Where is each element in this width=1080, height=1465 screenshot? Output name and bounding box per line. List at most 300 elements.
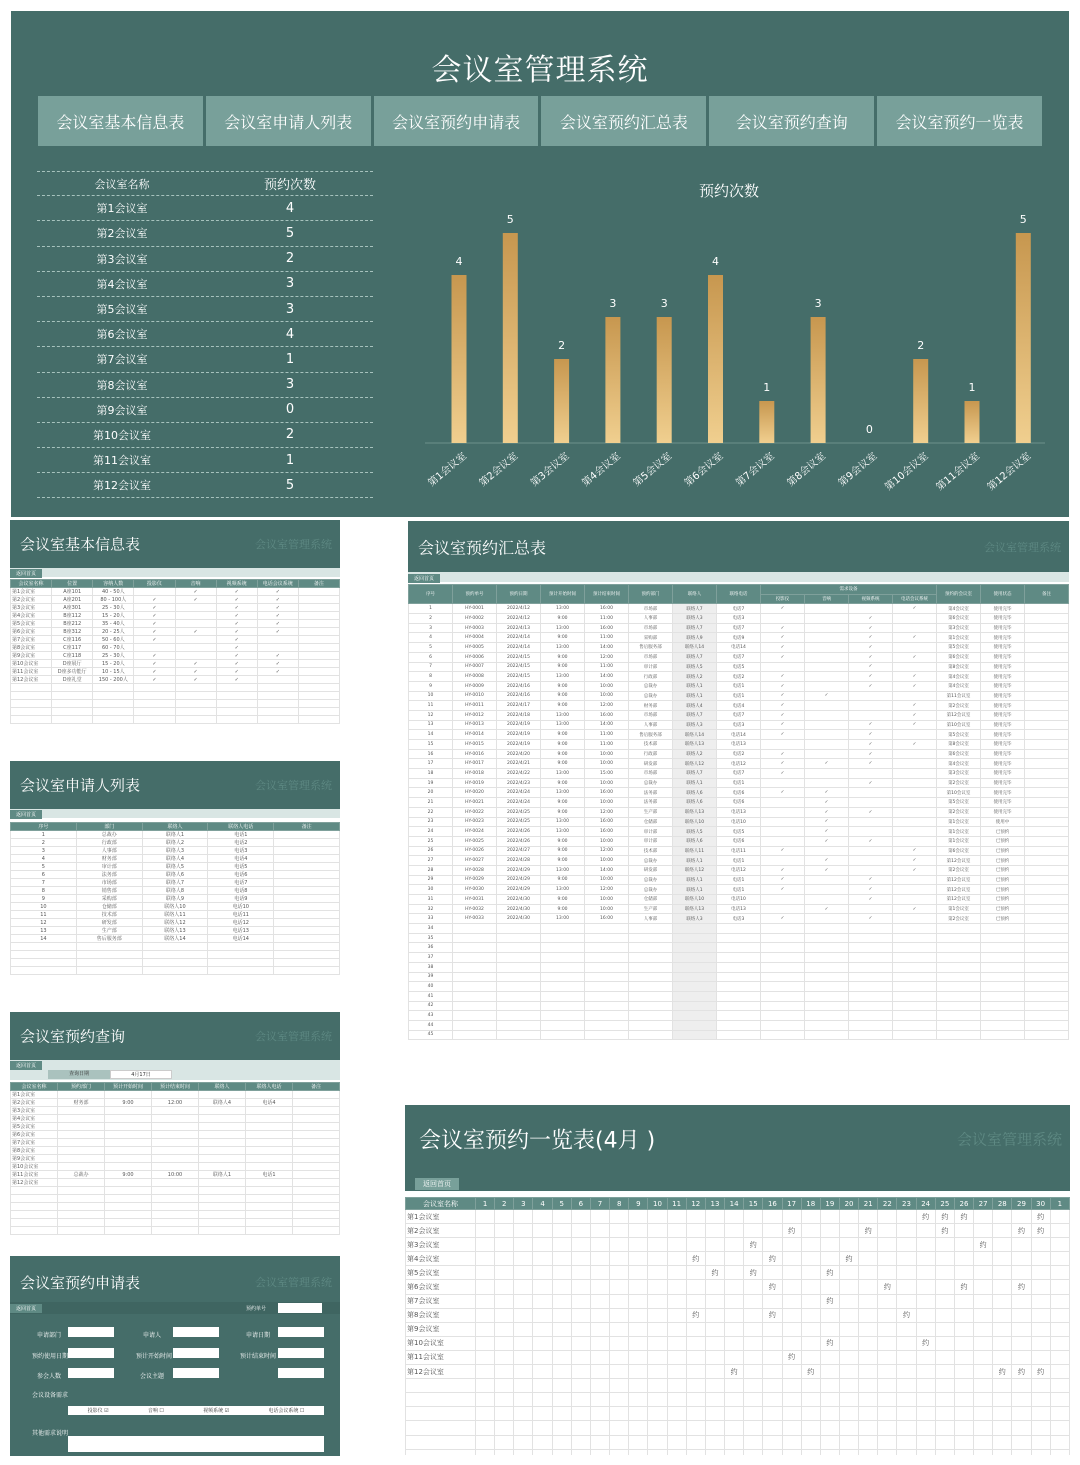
table-cell bbox=[717, 943, 761, 953]
day-cell bbox=[878, 1322, 897, 1336]
table-cell bbox=[761, 953, 805, 963]
data-label: 5 bbox=[506, 213, 514, 226]
table-row bbox=[11, 1155, 340, 1163]
day-cell bbox=[476, 1322, 495, 1336]
table-cell bbox=[93, 684, 134, 692]
day-cell bbox=[916, 1238, 935, 1252]
x-tick-label: 第1会议室 bbox=[426, 450, 469, 490]
table-cell: 第8会议室 bbox=[937, 740, 981, 750]
table-cell bbox=[805, 962, 849, 972]
day-cell bbox=[859, 1421, 878, 1435]
date-field[interactable] bbox=[278, 1327, 324, 1337]
day-cell bbox=[1031, 1379, 1050, 1393]
table-cell: ✓ bbox=[257, 660, 298, 668]
table-cell bbox=[673, 933, 717, 943]
day-cell bbox=[590, 1266, 609, 1280]
table-cell bbox=[76, 967, 142, 975]
booked-mark: 约 bbox=[974, 1238, 993, 1252]
table-cell bbox=[175, 692, 216, 700]
table-cell: ✓ bbox=[761, 846, 805, 856]
table-cell: 生产部 bbox=[76, 927, 142, 935]
table-cell bbox=[585, 953, 629, 963]
overview-panel bbox=[405, 1105, 1070, 1455]
table-cell bbox=[849, 991, 893, 1001]
day-cell bbox=[974, 1365, 993, 1379]
table-cell: 第4会议室 bbox=[937, 759, 981, 769]
table-cell bbox=[717, 1020, 761, 1030]
day-cell bbox=[744, 1407, 763, 1421]
table-row bbox=[409, 740, 1069, 750]
table-cell bbox=[893, 895, 937, 905]
table-cell bbox=[541, 1001, 585, 1011]
table-cell bbox=[893, 749, 937, 759]
table-row bbox=[409, 904, 1069, 914]
table-cell bbox=[76, 951, 142, 959]
table-cell bbox=[849, 701, 893, 711]
table-cell: 第8会议室 bbox=[937, 662, 981, 672]
day-cell bbox=[744, 1280, 763, 1294]
day-cell bbox=[878, 1365, 897, 1379]
day-cell bbox=[476, 1407, 495, 1421]
table-cell bbox=[11, 1227, 58, 1235]
table-cell: 13:00 bbox=[541, 604, 585, 614]
day-header: 20 bbox=[839, 1198, 858, 1210]
day-cell bbox=[1050, 1266, 1069, 1280]
day-cell bbox=[801, 1224, 820, 1238]
table-cell: ✓ bbox=[216, 636, 257, 644]
table-cell: 总裁办 bbox=[629, 691, 673, 701]
day-cell bbox=[993, 1336, 1012, 1350]
query-date-input[interactable]: 4月17日 bbox=[110, 1070, 172, 1079]
day-cell bbox=[859, 1379, 878, 1393]
empty-row bbox=[409, 924, 1069, 934]
day-cell bbox=[533, 1252, 552, 1266]
table-cell: 13 bbox=[11, 927, 77, 935]
day-cell bbox=[993, 1266, 1012, 1280]
count-field[interactable] bbox=[68, 1368, 114, 1378]
date-label: 申请日期 bbox=[246, 1332, 271, 1339]
back-home-button[interactable]: 返回首页 bbox=[10, 569, 42, 578]
back-home-button[interactable]: 返回首页 bbox=[10, 1061, 42, 1070]
day-cell bbox=[1050, 1308, 1069, 1322]
equip-video-checkbox[interactable]: 视频系统 ☑ bbox=[203, 1408, 230, 1414]
day-cell bbox=[1050, 1365, 1069, 1379]
table-cell bbox=[453, 982, 497, 992]
table-cell: ✓ bbox=[216, 588, 257, 596]
tab-query[interactable]: 会议室预约查询 bbox=[709, 96, 874, 146]
day-cell bbox=[406, 1435, 476, 1449]
extra-field[interactable] bbox=[278, 1368, 324, 1378]
booked-mark: 约 bbox=[744, 1238, 763, 1252]
column-header: 视频系统 bbox=[216, 580, 257, 588]
table-cell: 7 bbox=[409, 662, 453, 672]
table-cell: ✓ bbox=[849, 681, 893, 691]
table-cell bbox=[849, 691, 893, 701]
table-cell bbox=[673, 962, 717, 972]
day-cell bbox=[993, 1294, 1012, 1308]
table-cell: 2022/4/18 bbox=[497, 710, 541, 720]
table-cell bbox=[58, 1123, 105, 1131]
table-cell bbox=[585, 982, 629, 992]
table-cell: 联络人14 bbox=[673, 643, 717, 653]
table-cell bbox=[1025, 982, 1069, 992]
day-cell bbox=[476, 1238, 495, 1252]
day-cell bbox=[533, 1280, 552, 1294]
table-cell: 联络人6 bbox=[673, 836, 717, 846]
day-cell bbox=[801, 1393, 820, 1407]
table-cell: ✓ bbox=[761, 788, 805, 798]
table-row bbox=[11, 847, 340, 855]
table-cell bbox=[298, 684, 339, 692]
day-cell bbox=[897, 1322, 916, 1336]
room-name: 第7会议室 bbox=[406, 1294, 476, 1308]
table-cell: 2022/4/30 bbox=[497, 914, 541, 924]
table-cell: 使用完毕 bbox=[981, 701, 1025, 711]
day-cell bbox=[916, 1308, 935, 1322]
day-cell bbox=[476, 1435, 495, 1449]
day-cell bbox=[571, 1322, 590, 1336]
table-cell: HY-0016 bbox=[453, 749, 497, 759]
table-cell: HY-0009 bbox=[453, 681, 497, 691]
table-cell bbox=[541, 933, 585, 943]
table-cell: 电话12 bbox=[717, 865, 761, 875]
table-cell bbox=[453, 924, 497, 934]
day-cell bbox=[648, 1224, 667, 1238]
tab-summary[interactable]: 会议室预约汇总表 bbox=[541, 96, 706, 146]
day-cell bbox=[897, 1407, 916, 1421]
table-cell bbox=[761, 856, 805, 866]
order-no-label: 预约单号 bbox=[246, 1306, 267, 1312]
day-cell bbox=[801, 1266, 820, 1280]
table-cell: ✓ bbox=[761, 914, 805, 924]
room-row bbox=[406, 1252, 1070, 1266]
table-cell: 2022/4/29 bbox=[497, 865, 541, 875]
table-cell: 已预约 bbox=[981, 865, 1025, 875]
day-cell bbox=[725, 1322, 744, 1336]
day-cell bbox=[801, 1238, 820, 1252]
back-home-button[interactable]: 返回首页 bbox=[415, 1178, 459, 1190]
tab-overview[interactable]: 会议室预约一览表 bbox=[877, 96, 1042, 146]
table-cell bbox=[497, 962, 541, 972]
use-date-field[interactable] bbox=[68, 1348, 114, 1358]
day-header: 12 bbox=[686, 1198, 705, 1210]
day-cell bbox=[974, 1407, 993, 1421]
start-field[interactable] bbox=[173, 1348, 219, 1358]
table-cell: 电话9 bbox=[717, 633, 761, 643]
table-cell: 第4会议室 bbox=[11, 1115, 58, 1123]
table-cell: 联络人8 bbox=[142, 887, 208, 895]
count-room-name: 第1会议室 bbox=[96, 202, 148, 216]
order-no-field[interactable] bbox=[278, 1303, 322, 1313]
table-cell bbox=[58, 1155, 105, 1163]
table-cell bbox=[246, 1107, 293, 1115]
table-row bbox=[11, 919, 340, 927]
watermark: 会议室管理系统 bbox=[255, 779, 332, 792]
table-cell bbox=[134, 692, 175, 700]
table-cell bbox=[1025, 614, 1069, 624]
dept-field[interactable] bbox=[68, 1327, 114, 1337]
table-cell bbox=[761, 740, 805, 750]
table-cell: 财务部 bbox=[76, 855, 142, 863]
table-row bbox=[409, 710, 1069, 720]
day-cell bbox=[648, 1280, 667, 1294]
table-cell bbox=[805, 1011, 849, 1021]
column-header: 联络人电话 bbox=[246, 1083, 293, 1091]
tab-application[interactable]: 会议室预约申请表 bbox=[374, 96, 539, 146]
day-cell bbox=[667, 1252, 686, 1266]
day-cell bbox=[686, 1365, 705, 1379]
table-row bbox=[409, 846, 1069, 856]
table-cell: HY-0011 bbox=[453, 701, 497, 711]
table-cell bbox=[453, 933, 497, 943]
table-cell bbox=[893, 662, 937, 672]
table-cell: 采购部 bbox=[76, 895, 142, 903]
day-cell bbox=[406, 1379, 476, 1393]
day-header: 28 bbox=[993, 1198, 1012, 1210]
table-cell bbox=[246, 1211, 293, 1219]
table-cell: HY-0027 bbox=[453, 856, 497, 866]
table-row bbox=[11, 1179, 340, 1187]
table-cell: 第4会议室 bbox=[937, 672, 981, 682]
empty-row bbox=[409, 1001, 1069, 1011]
day-cell bbox=[476, 1308, 495, 1322]
day-cell bbox=[725, 1224, 744, 1238]
table-row bbox=[11, 903, 340, 911]
table-cell: 联络人4 bbox=[199, 1099, 246, 1107]
equip-group-header: 需求设备 bbox=[761, 585, 937, 595]
day-cell bbox=[935, 1449, 954, 1455]
equip-phone-checkbox[interactable]: 电话会议系统 ☐ bbox=[268, 1408, 305, 1414]
day-cell bbox=[916, 1350, 935, 1364]
day-cell bbox=[629, 1210, 648, 1224]
table-cell bbox=[1025, 633, 1069, 643]
equip-projector-checkbox[interactable]: 投影仪 ☑ bbox=[87, 1408, 109, 1414]
day-cell bbox=[974, 1280, 993, 1294]
table-cell: 电话12 bbox=[208, 919, 274, 927]
day-header: 30 bbox=[1031, 1198, 1050, 1210]
day-cell bbox=[1031, 1350, 1050, 1364]
query-table bbox=[10, 1082, 340, 1235]
day-cell bbox=[514, 1449, 533, 1455]
table-cell: 23 bbox=[409, 817, 453, 827]
day-header: 29 bbox=[1012, 1198, 1031, 1210]
day-cell bbox=[648, 1336, 667, 1350]
booked-mark: 约 bbox=[1012, 1280, 1031, 1294]
data-label: 1 bbox=[968, 381, 976, 394]
table-cell bbox=[761, 982, 805, 992]
table-cell bbox=[893, 827, 937, 837]
back-home-button[interactable]: 返回首页 bbox=[408, 574, 440, 583]
day-cell bbox=[495, 1435, 514, 1449]
count-room-name: 第11会议室 bbox=[93, 454, 151, 468]
tab-basic-info[interactable]: 会议室基本信息表 bbox=[38, 96, 203, 146]
table-cell: 已预约 bbox=[981, 895, 1025, 905]
count-room-name: 第7会议室 bbox=[96, 353, 148, 367]
day-cell bbox=[916, 1449, 935, 1455]
day-cell bbox=[1050, 1350, 1069, 1364]
table-cell: 联络人5 bbox=[142, 863, 208, 871]
day-cell bbox=[820, 1280, 839, 1294]
equip-checkboxes bbox=[68, 1406, 324, 1415]
col-room-name: 会议室名称 bbox=[94, 177, 150, 191]
table-row bbox=[409, 769, 1069, 779]
table-cell: 电话11 bbox=[717, 846, 761, 856]
day-cell bbox=[782, 1252, 801, 1266]
day-cell bbox=[897, 1365, 916, 1379]
table-cell bbox=[453, 1030, 497, 1040]
watermark: 会议室管理系统 bbox=[956, 1130, 1062, 1149]
table-cell: C座116 bbox=[52, 636, 93, 644]
table-cell: 第1会议室 bbox=[937, 836, 981, 846]
table-cell bbox=[1025, 953, 1069, 963]
day-cell bbox=[705, 1336, 724, 1350]
table-row bbox=[11, 1115, 340, 1123]
back-home-button[interactable]: 返回首页 bbox=[10, 810, 42, 819]
day-cell bbox=[1031, 1252, 1050, 1266]
table-cell: ✓ bbox=[893, 604, 937, 614]
day-cell bbox=[1050, 1421, 1069, 1435]
table-cell bbox=[93, 700, 134, 708]
day-cell bbox=[667, 1280, 686, 1294]
table-cell bbox=[142, 951, 208, 959]
table-cell bbox=[199, 1219, 246, 1227]
day-cell bbox=[935, 1393, 954, 1407]
table-cell bbox=[585, 943, 629, 953]
table-cell: 联络人14 bbox=[673, 730, 717, 740]
table-cell: ✓ bbox=[893, 740, 937, 750]
day-cell bbox=[514, 1350, 533, 1364]
day-cell bbox=[1050, 1210, 1069, 1224]
table-cell: 第11会议室 bbox=[11, 668, 52, 676]
day-cell bbox=[1012, 1322, 1031, 1336]
table-cell: 市场部 bbox=[629, 769, 673, 779]
table-cell: ✓ bbox=[761, 672, 805, 682]
empty-row bbox=[11, 1195, 340, 1203]
table-cell bbox=[11, 716, 52, 724]
empty-row bbox=[406, 1407, 1070, 1421]
table-cell: 市场部 bbox=[76, 879, 142, 887]
table-row bbox=[11, 863, 340, 871]
day-cell bbox=[590, 1308, 609, 1322]
table-cell bbox=[805, 604, 849, 614]
day-cell bbox=[725, 1435, 744, 1449]
table-cell bbox=[257, 692, 298, 700]
back-home-button[interactable]: 返回首页 bbox=[10, 1304, 42, 1313]
table-cell: 第6会议室 bbox=[937, 614, 981, 624]
person-field[interactable] bbox=[173, 1327, 219, 1337]
topic-field[interactable] bbox=[173, 1368, 219, 1378]
table-cell bbox=[453, 1020, 497, 1030]
table-cell bbox=[893, 953, 937, 963]
table-cell bbox=[849, 904, 893, 914]
table-cell bbox=[893, 914, 937, 924]
table-cell: ✓ bbox=[761, 691, 805, 701]
table-cell bbox=[293, 1187, 340, 1195]
table-cell: ✓ bbox=[893, 633, 937, 643]
table-cell bbox=[849, 846, 893, 856]
table-cell: ✓ bbox=[849, 720, 893, 730]
table-cell: 11:00 bbox=[585, 633, 629, 643]
table-row bbox=[409, 614, 1069, 624]
day-cell bbox=[801, 1379, 820, 1393]
day-cell bbox=[954, 1336, 973, 1350]
table-cell: ✓ bbox=[805, 798, 849, 808]
day-cell bbox=[610, 1210, 629, 1224]
table-cell bbox=[849, 788, 893, 798]
day-cell bbox=[648, 1435, 667, 1449]
table-cell: 4 bbox=[409, 633, 453, 643]
day-cell bbox=[839, 1435, 858, 1449]
tab-applicants[interactable]: 会议室申请人列表 bbox=[206, 96, 371, 146]
table-cell bbox=[199, 1155, 246, 1163]
other-field[interactable] bbox=[68, 1436, 324, 1452]
table-cell: 18 bbox=[409, 769, 453, 779]
empty-row bbox=[406, 1435, 1070, 1449]
day-cell bbox=[629, 1322, 648, 1336]
column-header: 联络电话 bbox=[717, 585, 761, 604]
column-header: 序号 bbox=[11, 823, 77, 831]
day-header: 3 bbox=[514, 1198, 533, 1210]
booked-mark: 约 bbox=[1031, 1210, 1050, 1224]
table-cell bbox=[152, 1211, 199, 1219]
table-cell bbox=[293, 1203, 340, 1211]
table-cell bbox=[805, 914, 849, 924]
query-date-label: 查询日期 bbox=[48, 1070, 110, 1079]
day-cell bbox=[839, 1336, 858, 1350]
table-cell: ✓ bbox=[257, 620, 298, 628]
day-cell bbox=[1012, 1336, 1031, 1350]
table-cell: 41 bbox=[409, 991, 453, 1001]
empty-row bbox=[11, 1203, 340, 1211]
table-cell: ✓ bbox=[134, 652, 175, 660]
table-cell bbox=[105, 1091, 152, 1099]
column-header: 预约部门 bbox=[629, 585, 673, 604]
table-cell bbox=[761, 895, 805, 905]
table-cell: 12:00 bbox=[585, 846, 629, 856]
end-field[interactable] bbox=[278, 1348, 324, 1358]
table-cell: ✓ bbox=[257, 612, 298, 620]
table-cell: 联络人2 bbox=[673, 749, 717, 759]
header-row bbox=[406, 1198, 1070, 1210]
table-cell: 总裁办 bbox=[629, 856, 673, 866]
table-cell: 第2会议室 bbox=[11, 1099, 58, 1107]
table-cell: 已预约 bbox=[981, 836, 1025, 846]
table-cell: 2022/4/12 bbox=[497, 604, 541, 614]
table-cell bbox=[1025, 991, 1069, 1001]
day-cell bbox=[610, 1449, 629, 1455]
day-cell bbox=[763, 1210, 782, 1224]
x-tick-label: 第9会议室 bbox=[836, 450, 880, 490]
equip-audio-checkbox[interactable]: 音响 ☐ bbox=[147, 1408, 164, 1414]
table-cell bbox=[1025, 662, 1069, 672]
table-cell bbox=[1025, 778, 1069, 788]
day-cell bbox=[667, 1365, 686, 1379]
table-cell: 使用完毕 bbox=[981, 691, 1025, 701]
day-header: 8 bbox=[610, 1198, 629, 1210]
table-cell bbox=[937, 1030, 981, 1040]
table-cell: ✓ bbox=[257, 588, 298, 596]
table-cell bbox=[937, 933, 981, 943]
day-cell bbox=[916, 1435, 935, 1449]
day-cell bbox=[610, 1308, 629, 1322]
table-cell bbox=[257, 644, 298, 652]
day-cell bbox=[648, 1421, 667, 1435]
table-cell: 16:00 bbox=[585, 914, 629, 924]
table-cell: 仓储部 bbox=[629, 817, 673, 827]
table-cell bbox=[761, 662, 805, 672]
table-cell bbox=[246, 1147, 293, 1155]
day-cell bbox=[935, 1280, 954, 1294]
